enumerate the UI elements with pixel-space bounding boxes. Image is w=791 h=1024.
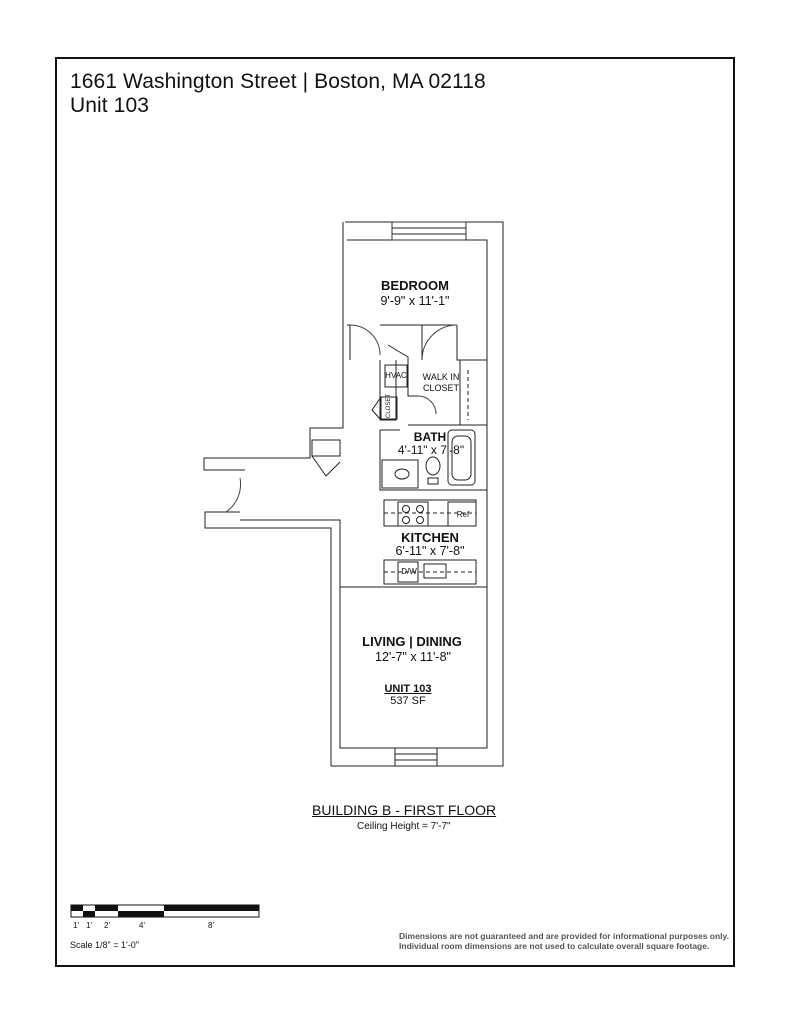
bedroom-dimensions: 9'-9" x 11'-1" — [380, 294, 450, 308]
sink-bath — [395, 469, 409, 479]
window-top — [392, 222, 466, 240]
window-bottom — [395, 748, 437, 766]
bath-label: BATH — [413, 430, 447, 444]
range — [398, 502, 428, 526]
disclaimer — [399, 931, 729, 951]
door-swing-bath — [418, 396, 436, 414]
kitchen-label: KITCHEN — [401, 530, 459, 545]
scale-tick-3: 2' — [104, 921, 110, 930]
walk-in-closet-label — [416, 372, 466, 394]
unit-number-label: UNIT 103 — [384, 683, 432, 695]
building-floor-label: BUILDING B - FIRST FLOOR — [312, 802, 497, 818]
inner-wall — [240, 240, 487, 748]
living-dining-label: LIVING | DINING — [362, 634, 462, 649]
ceiling-height-label: Ceiling Height = 7'-7" — [357, 821, 451, 832]
unit-area-label: 537 SF — [390, 695, 426, 707]
small-closet-label: CLOSET — [386, 394, 392, 419]
disclaimer-line-2: Individual room dimensions are not used to calculate overall square footage. — [399, 941, 710, 951]
bath-dimensions: 4'-11" x 7'-8" — [397, 443, 465, 457]
walk-in-closet-line2: CLOSET — [422, 383, 459, 393]
unit-title: Unit 103 — [70, 94, 150, 117]
door-swing-closet — [422, 325, 457, 360]
address-title: 1661 Washington Street | Boston, MA 02118 — [70, 70, 486, 93]
entry-door-swing — [226, 478, 241, 512]
ref-label: Ref — [456, 510, 470, 519]
scale-bar — [70, 904, 262, 920]
vanity — [382, 460, 418, 488]
toilet — [426, 457, 440, 475]
scale-tick-4: 4' — [139, 921, 145, 930]
walk-in-closet-line1: WALK IN — [422, 372, 460, 382]
door-swing-bedroom — [350, 325, 380, 355]
bedroom-label: BEDROOM — [381, 278, 449, 293]
kitchen-dimensions: 6'-11" x 7'-8" — [395, 544, 465, 558]
scale-tick-2: 1' — [86, 921, 92, 930]
scale-label: Scale 1/8" = 1'-0" — [70, 940, 139, 950]
entry-closet — [312, 440, 340, 456]
dishwasher-label: D/W — [401, 567, 417, 576]
living-dining-dimensions: 12'-7" x 11'-8" — [375, 650, 451, 664]
hvac-label: HVAC — [385, 371, 407, 380]
scale-tick-5: 8' — [208, 921, 214, 930]
scale-tick-1: 1' — [73, 921, 79, 930]
kitchen-sink — [424, 564, 446, 578]
disclaimer-line-1: Dimensions are not guaranteed and are provided for informational purposes only. — [399, 931, 729, 941]
